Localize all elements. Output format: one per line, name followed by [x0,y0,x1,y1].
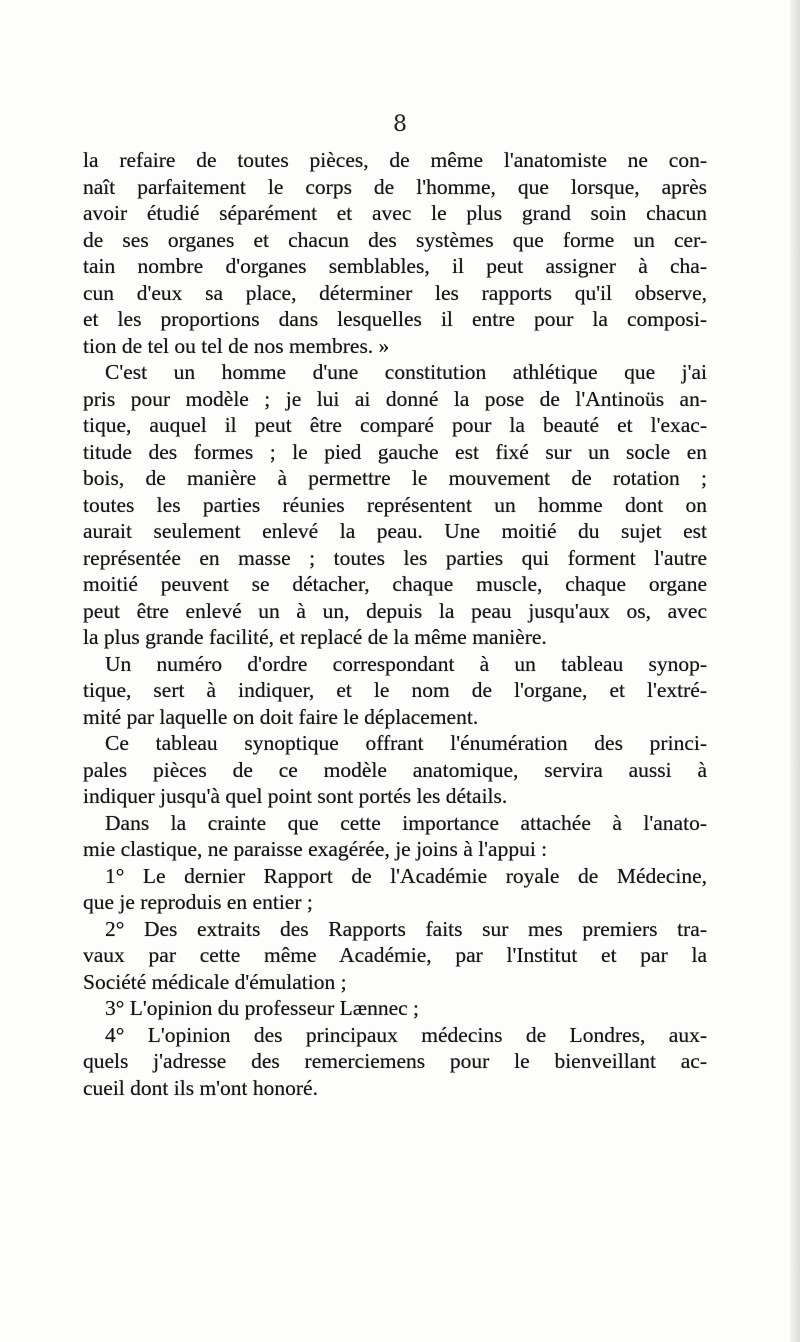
text-line: 2° Des extraits des Rapports faits sur mes premiers tra- [105,916,707,941]
text-line: indiquer jusqu'à quel point sont portés les détails. [83,784,508,808]
text-line: tain nombre d'organes semblables, il peut assigner à cha- [83,254,707,278]
paragraph [83,359,707,651]
text-line: cun d'eux sa place, déterminer les rapports qu'il observe, [83,280,707,305]
text-line: 3° L'opinion du professeur Lænnec ; [105,996,420,1020]
text-line: Ce tableau synoptique offrant l'énumération des princi- [105,731,707,755]
text-line: titude des formes ; le pied gauche est fixé sur un socle en [83,439,707,464]
text-line: et les proportions dans lesquelles il entre pour la composi- [83,307,707,331]
text-line: 4° L'opinion des principaux médecins de Londres, aux- [105,1022,707,1047]
text-line: quels j'adresse des remerciemens pour le bienveillant ac- [83,1049,707,1073]
text-line: C'est un homme d'une constitution athlétique que j'ai [105,360,707,384]
text-line: moitié peuvent se détacher, chaque muscle, chaque organe [83,572,707,596]
text-line: peut être enlevé un à un, depuis la peau jusqu'aux os, avec [83,598,707,623]
text-line: tique, sert à indiquer, et le nom de l'organe, et l'extré- [83,678,707,702]
text-line: avoir étudié séparément et avec le plus grand soin chacun [83,201,707,225]
page-edge-shadow [790,0,800,1342]
text-line: Société médicale d'émulation ; [83,969,347,994]
body-text [83,147,707,1101]
text-line: mie clastique, ne paraisse exagérée, je joins à l'appui : [83,837,548,861]
text-line: la plus grande facilité, et replacé de la même manière. [83,625,547,649]
text-line: 1° Le dernier Rapport de l'Académie royale de Médecine, [105,863,707,888]
text-line: la refaire de toutes pièces, de même l'anatomiste ne con- [83,148,707,172]
paragraph [83,651,707,731]
text-line: tion de tel ou tel de nos membres. » [83,333,390,358]
text-line: vaux par cette même Académie, par l'Institut et par la [83,943,707,967]
text-line: toutes les parties réunies représentent un homme dont on [83,492,707,517]
paragraph [83,147,707,359]
text-line: Un numéro d'ordre correspondant à un tableau synop- [105,651,707,676]
text-line: cueil dont ils m'ont honoré. [83,1075,318,1100]
page-number: 8 [393,112,407,137]
paragraph [83,730,707,810]
text-line: bois, de manière à permettre le mouvement de rotation ; [83,466,707,490]
text-line: mité par laquelle on doit faire le déplacement. [83,704,479,729]
list-item [83,863,707,916]
text-line: Dans la crainte que cette importance attachée à l'anato- [105,810,707,835]
list-item [83,1022,707,1102]
text-line: pales pièces de ce modèle anatomique, servira aussi à [83,757,707,782]
list-item [83,995,707,1022]
text-line: aurait seulement enlevé la peau. Une moitié du sujet est [83,519,707,543]
text-line: naît parfaitement le corps de l'homme, que lorsque, après [83,174,707,199]
text-line: représentée en masse ; toutes les parties qui forment l'autre [83,545,707,570]
text-line: pris pour modèle ; je lui ai donné la pose de l'Antinoüs an- [83,386,707,411]
list-item [83,916,707,996]
text-line: tique, auquel il peut être comparé pour la beauté et l'exac- [83,413,707,437]
text-line: de ses organes et chacun des systèmes que forme un cer- [83,227,707,252]
text-line: que je reproduis en entier ; [83,890,313,914]
paragraph [83,810,707,863]
